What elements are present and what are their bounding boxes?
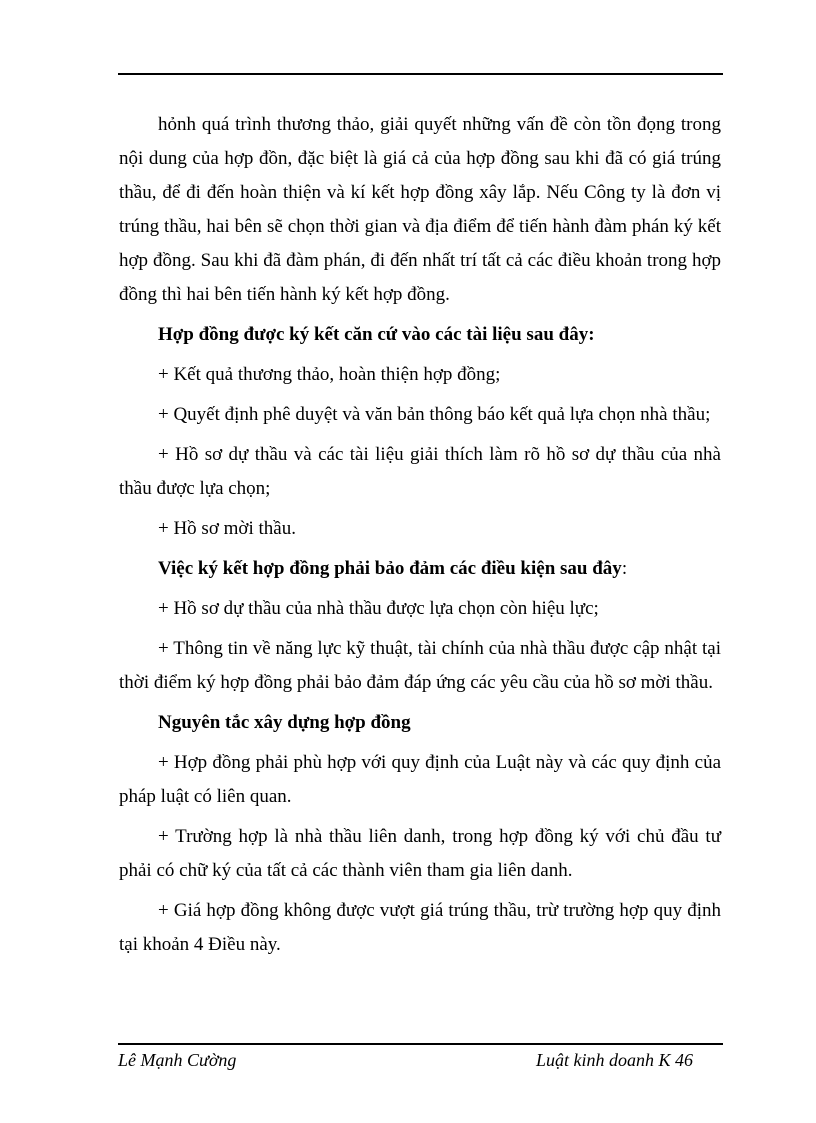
heading-contract-principles: Nguyên tắc xây dựng hợp đồng: [158, 712, 411, 733]
list-item: + Hồ sơ dự thầu của nhà thầu được lựa chọn còn hiệu lực;: [158, 598, 599, 619]
list-item: + Hồ sơ dự thầu và các tài liệu giải thích làm rõ hồ sơ dự thầu của nhà thầu được lựa chọn;: [119, 444, 721, 499]
list-item: + Quyết định phê duyệt và văn bản thông báo kết quả lựa chọn nhà thầu;: [158, 404, 711, 425]
heading-signing-conditions: [119, 552, 721, 586]
footer-rule: [118, 1043, 723, 1045]
list-item: + Hợp đồng phải phù hợp với quy định của Luật này và các quy định của pháp luật có liên quan.: [119, 752, 721, 807]
footer-author: Lê Mạnh Cường: [118, 1050, 237, 1070]
heading-signing-basis: Hợp đồng được ký kết căn cứ vào các tài liệu sau đây:: [158, 324, 595, 345]
list-item: + Giá hợp đồng không được vượt giá trúng thầu, trừ trường hợp quy định tại khoản 4 Điều này.: [119, 900, 721, 955]
header-rule: [118, 73, 723, 75]
footer-course: Luật kinh doanh K 46: [536, 1050, 694, 1070]
list-item: + Thông tin về năng lực kỹ thuật, tài chính của nhà thầu được cập nhật tại thời điểm ký hợp đồng phải bảo đảm đáp ứng các yêu cầu của hồ sơ mời thầu.: [119, 638, 721, 693]
heading-suffix: :: [621, 558, 628, 579]
heading-text: Việc ký kết hợp đồng phải bảo đảm các điều kiện sau đây: [158, 558, 622, 579]
paragraph-intro: hỏnh quá trình thương thảo, giải quyết những vấn đề còn tồn đọng trong nội dung của hợp đồn, đặc biệt là giá cả của hợp đồng sau khi đã có giá trúng thầu, để đi đến hoàn thiện và kí kết hợp đồng xây lắp. Nếu Công ty là đơn vị trúng thầu, hai bên sẽ chọn thời gian và địa điểm để tiến hành đàm phán ký kết hợp đồng. Sau khi đã đàm phán, đi đến nhất trí tất cả các điều khoản trong hợp đồng thì hai bên tiến hành ký kết hợp đồng.: [119, 114, 721, 305]
list-item: + Hồ sơ mời thầu.: [158, 518, 296, 539]
list-item: + Kết quả thương thảo, hoàn thiện hợp đồng;: [158, 364, 501, 385]
document-body: [119, 108, 721, 962]
list-item: + Trường hợp là nhà thầu liên danh, trong hợp đồng ký với chủ đầu tư phải có chữ ký của tất cả các thành viên tham gia liên danh.: [119, 826, 721, 881]
